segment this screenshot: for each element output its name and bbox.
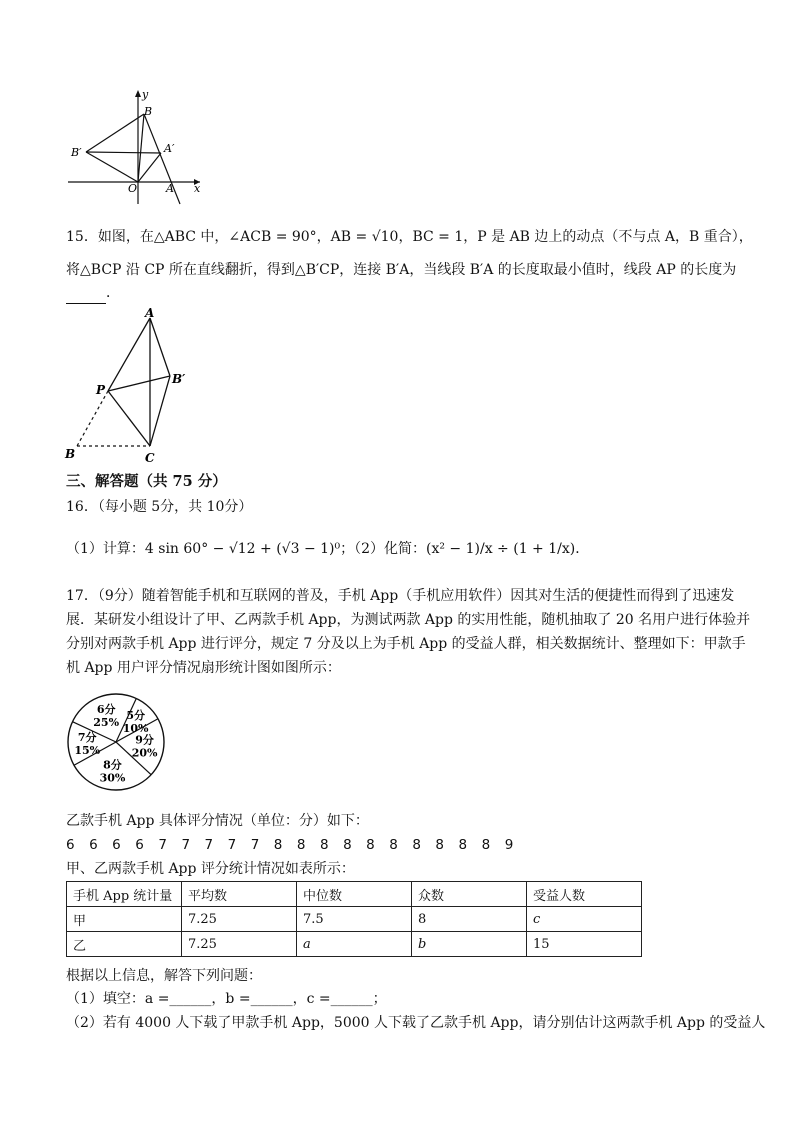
table-cell: 甲: [67, 907, 182, 932]
table-intro: 甲、乙两款手机 App 评分统计情况如表所示：: [66, 861, 355, 877]
sub-question-1: （1）填空：a =______，b =______，c =______；: [66, 991, 387, 1007]
table-header: 平均数: [182, 882, 297, 907]
table-cell: 7.25: [182, 932, 297, 957]
fig-label-a-prime: A′: [164, 142, 175, 155]
b-intro: 乙款手机 App 具体评分情况（单位：分）如下：: [66, 813, 369, 829]
table-cell: 7.5: [297, 907, 412, 932]
fig-label-b: B: [144, 105, 153, 118]
fig-label-x: x: [194, 182, 201, 195]
pie-slice-label: 6分: [96, 702, 116, 716]
pie-slice-percent: 20%: [131, 746, 158, 760]
q16-parts: （1）计算：4 sin 60° − √12 + (√3 − 1)⁰；（2）化简：(x² − 1)/x ÷ (1 + 1/x)．: [66, 541, 590, 557]
pie-slice-label: 5分: [126, 708, 145, 722]
fig-label-b-prime: B′: [71, 146, 82, 159]
q17-line-1: 17．（9分）随着智能手机和互联网的普及，手机 App（手机应用软件）因其对生活的便捷性而得到了迅速发: [66, 588, 735, 604]
triangle-figure: [62, 306, 202, 466]
table-cell: 7.25: [182, 907, 297, 932]
table-cell: b: [412, 932, 527, 957]
pie-slice-percent: 15%: [74, 744, 101, 758]
q15-line-2: 将△BCP 沿 CP 所在直线翻折，得到△B′CP，连接 B′A，当线段 B′A 的长度取最小值时，线段 AP 的长度为: [66, 262, 737, 278]
tri-label-b: B: [65, 447, 76, 461]
section-title: 三、解答题（共 75 分）: [66, 473, 227, 490]
stats-table: [66, 881, 642, 957]
table-row: [67, 907, 642, 932]
tri-label-c: C: [145, 451, 155, 465]
pie-slice-label: 7分: [77, 731, 97, 745]
fig-label-y: y: [142, 88, 149, 101]
q16-head: 16．（每小题 5分，共 10分）: [66, 499, 253, 515]
pie-slice-percent: 30%: [99, 771, 126, 785]
sub-question-2: （2）若有 4000 人下载了甲款手机 App，5000 人下载了乙款手机 App，请分别估计这两款手机 App 的受益人: [66, 1015, 766, 1031]
fig-label-a: A: [166, 182, 174, 195]
after-table: 根据以上信息，解答下列问题：: [66, 968, 262, 984]
table-cell: 15: [527, 932, 642, 957]
q17-line-2: 展．某研发小组设计了甲、乙两款手机 App，为测试两款 App 的实用性能，随机抽取了 20 名用户进行体验并: [66, 612, 751, 628]
table-cell: 8: [412, 907, 527, 932]
coordinate-figure: [60, 86, 210, 206]
tri-label-p: P: [96, 383, 106, 397]
answer-blank[interactable]: [66, 283, 106, 304]
q15-line-1: 15．如图，在△ABC 中，∠ACB = 90°，AB = √10，BC = 1，P 是 AB 边上的动点（不与点 A，B 重合），: [66, 229, 753, 245]
b-scores: 6 6 6 6 7 7 7 7 7 8 8 8 8 8 8 8 8 8 8 9: [66, 837, 514, 853]
tri-label-b-prime: B′: [172, 372, 186, 386]
table-cell: c: [527, 907, 642, 932]
table-header: 众数: [412, 882, 527, 907]
table-header-row: [67, 882, 642, 907]
q17-line-4: 机 App 用户评分情况扇形统计图如图所示：: [66, 660, 341, 676]
pie-slice-label: 8分: [103, 758, 122, 772]
tri-label-a: A: [145, 306, 155, 320]
table-header: 中位数: [297, 882, 412, 907]
pie-slice-label: 9分: [135, 733, 154, 747]
table-row: [67, 932, 642, 957]
table-header: 受益人数: [527, 882, 642, 907]
pie-chart: [64, 690, 168, 794]
pie-slice-percent: 10%: [122, 721, 149, 735]
table-header: 手机 App 统计量: [67, 882, 182, 907]
q15-line-3: ．: [66, 283, 120, 304]
table-cell: 乙: [67, 932, 182, 957]
table-cell: a: [297, 932, 412, 957]
fig-label-o: O: [128, 182, 138, 195]
pie-slice-percent: 25%: [93, 715, 120, 729]
q17-line-3: 分别对两款手机 App 进行评分，规定 7 分及以上为手机 App 的受益人群，相关数据统计、整理如下：甲款手: [66, 636, 746, 652]
